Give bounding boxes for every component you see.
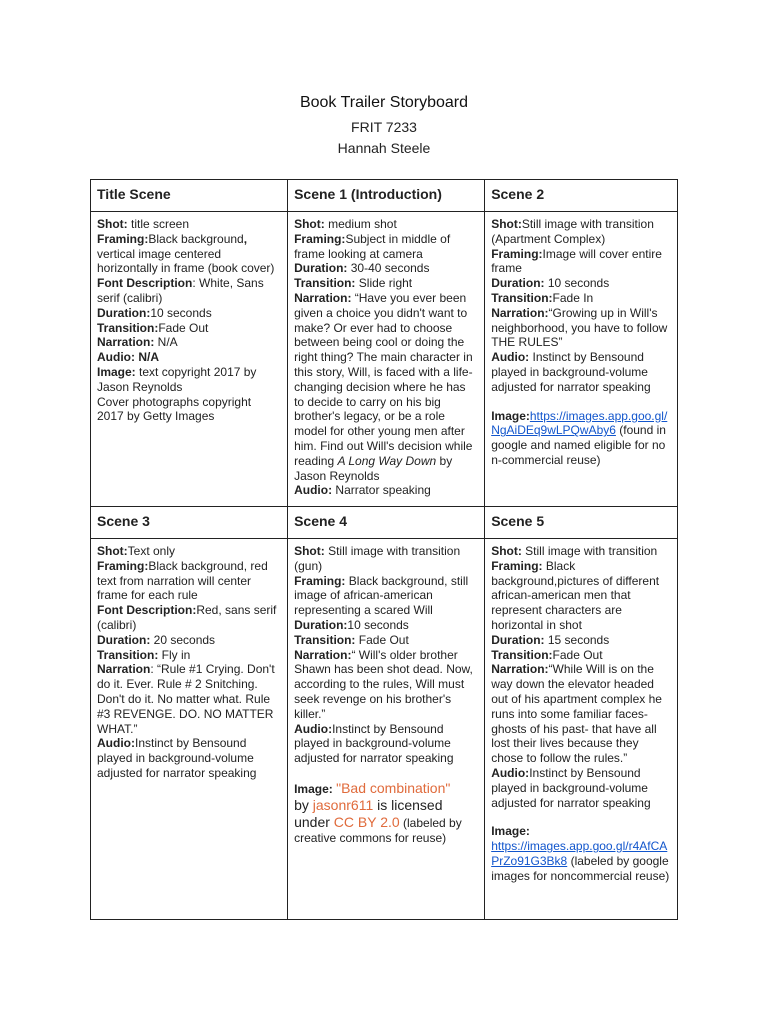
scene-4-image-author-link[interactable]: jasonr611 xyxy=(312,796,374,813)
title-scene-shot: title screen xyxy=(127,217,190,231)
storyboard-table xyxy=(90,179,678,920)
content-row-2 xyxy=(91,539,678,920)
document-title: Book Trailer Storyboard xyxy=(299,94,469,111)
scene-5-cell: Shot: Still image with transition Framing: Black background,pictures of different african-american men that represent characters are horizontal in shot Duration: 15 seconds Transition:Fade Out Narration:“While Will is on the way down the elevator headed out of his apartment complex he runs into some familiar faces- ghosts of his past- that have all lost their lives because they chose to follow the rules.” Audio:Instinct by Bensound played in background-volume adjusted for narrator speaking Image: https://images.app.goo.gl/r4AfCAPrZo91G3Bk8 (labeled by google images for noncommercial reuse) xyxy=(485,539,678,920)
scene-2-cell: Shot:Still image with transition (Apartment Complex) Framing:Image will cover entire frame Duration: 10 seconds Transition:Fade In Narration:“Growing up in Will's neighborhood, you have to follow THE RULES” Audio: Instinct by Bensound played in background-volume adjusted for narrator speaking Image:https://images.app.goo.gl/NgAiDEq9wLPQwAby6 (found in google and named eligible for non-commercial reuse) xyxy=(485,212,678,507)
scene-4-license-link[interactable]: CC BY 2.0 xyxy=(333,813,400,830)
header-scene-5: Scene 5 xyxy=(485,507,678,539)
content-row-1 xyxy=(91,212,678,507)
scene-2-image-link[interactable]: https://images.app.goo.gl/NgAiDEq9wLPQwAby6 xyxy=(491,408,668,438)
title-scene-audio: Audio: N/A xyxy=(97,350,159,365)
scene-4-cell: Shot: Still image with transition (gun) Framing: Black background, still image of african-american representing a scared Will Duration:10 seconds Transition: Fade Out Narration:“ Will's older brother Shawn has been shot dead. Now, according to the rules, Will must seek revenge on his brother's killer.” Audio:Instinct by Bensound played in background-volume adjusted for narrator speaking Image: "Bad combination" by jasonr611 is licensed under CC BY 2.0 (labeled by creative commons for reuse) xyxy=(288,539,485,920)
header-scene-2: Scene 2 xyxy=(485,180,678,212)
scene-1-cell: Shot: medium shot Framing:Subject in middle of frame looking at camera Duration: 30-40 seconds Transition: Slide right Narration: “Have you ever been given a choice you didn't want to make? Or ever had to choose between being cool or doing the right thing? The main character in this story, Will, is faced with a life-changing decision where he has to decide to carry on his big brother's legacy, or be a role model for other young men after him. Find out Will's decision while reading A Long Way Down by Jason Reynolds Audio: Narrator speaking xyxy=(288,212,485,507)
header-scene-3: Scene 3 xyxy=(91,507,288,539)
header-scene-1: Scene 1 (Introduction) xyxy=(288,180,485,212)
header-title-scene: Title Scene xyxy=(91,180,288,212)
scene-4-image-title-link[interactable]: "Bad combination" xyxy=(336,779,451,796)
header-scene-4: Scene 4 xyxy=(288,507,485,539)
title-scene-cell: Shot: title screen Framing:Black background, vertical image centered horizontally in frame (book cover) Font Description: White, Sans serif (calibri) Duration:10 seconds Transition:Fade Out Narration: N/A Audio: N/A Image: text copyright 2017 by Jason Reynolds Cover photographs copyright 2017 by Getty Images xyxy=(91,212,288,507)
course-code: FRIT 7233 xyxy=(351,119,417,135)
author-name: Hannah Steele xyxy=(337,140,431,156)
document-header xyxy=(0,92,768,159)
header-row-1 xyxy=(91,180,678,212)
scene-5-image-link[interactable]: https://images.app.goo.gl/r4AfCAPrZo91G3Bk8 xyxy=(491,839,668,868)
header-row-2 xyxy=(91,507,678,539)
scene-3-cell: Shot:Text only Framing:Black background, red text from narration will center frame for each rule Font Description:Red, sans serif (calibri) Duration: 20 seconds Transition: Fly in Narration: “Rule #1 Crying. Don't do it. Ever. Rule # 2 Snitching. Don't do it. No matter what. Rule #3 REVENGE. DO. NO MATTER WHAT.” Audio:Instinct by Bensound played in background-volume adjusted for narrator speaking xyxy=(91,539,288,920)
